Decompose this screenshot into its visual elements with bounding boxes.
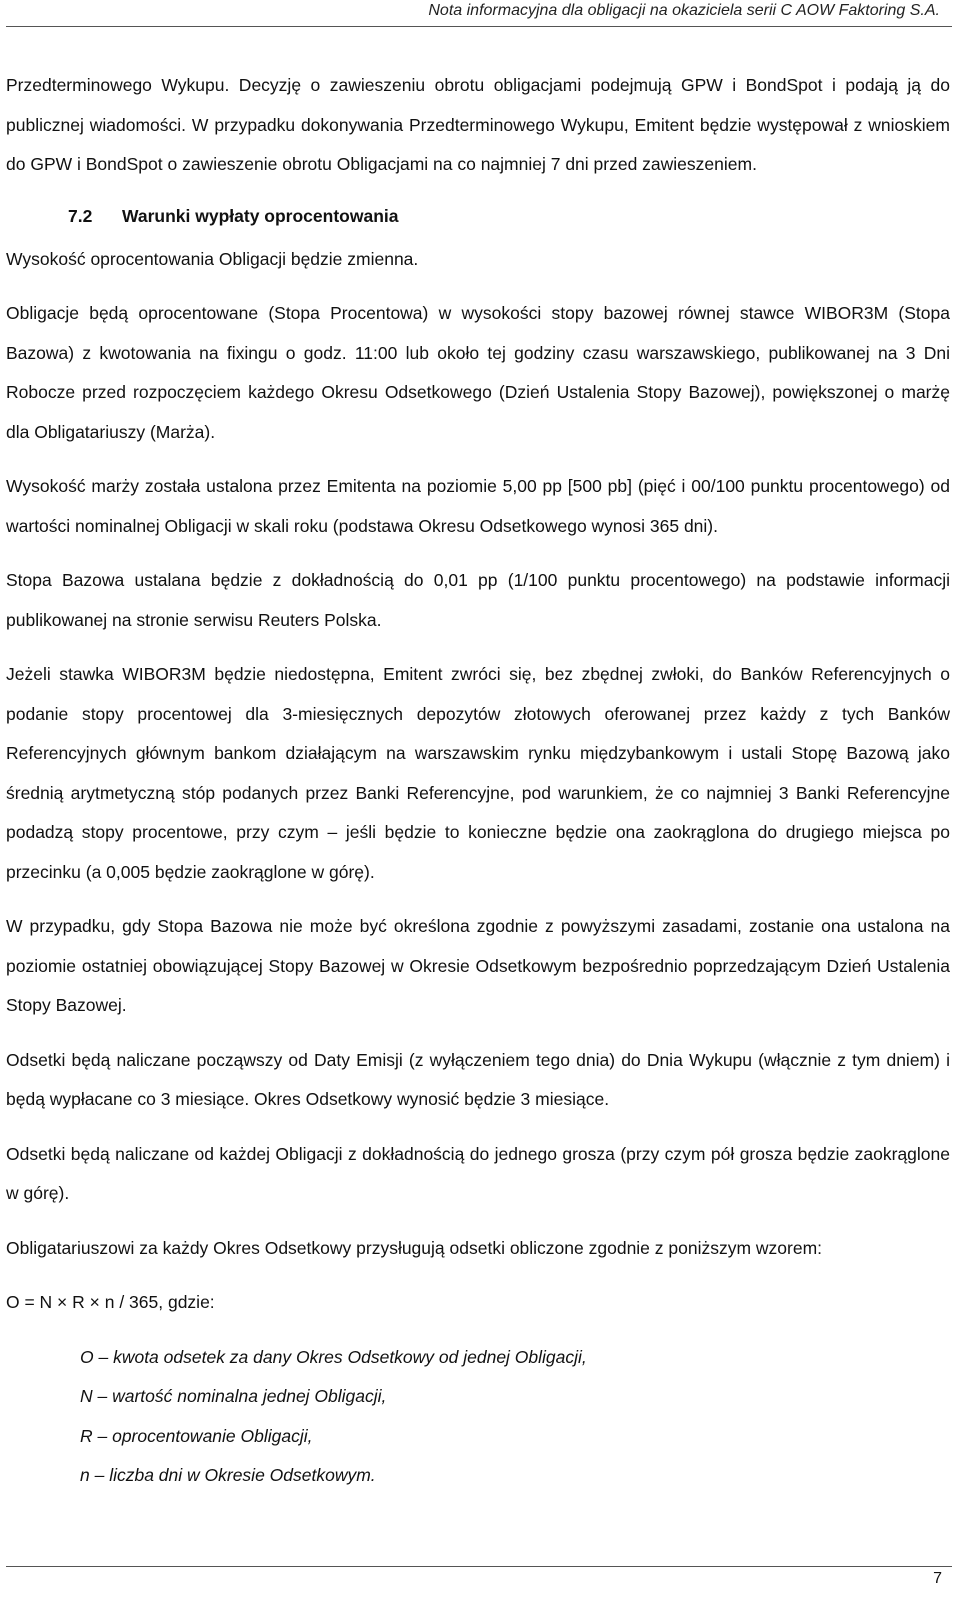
formula-definitions (80, 1338, 950, 1496)
formula: O = N × R × n / 365, gdzie: (6, 1292, 215, 1312)
running-header: Nota informacyjna dla obligacji na okaziciela serii C AOW Faktoring S.A. (428, 2, 940, 19)
paragraph-rate-definition: Obligacje będą oprocentowane (Stopa Procentowa) w wysokości stopy bazowej równej stawce WIBOR3M (Stopa Bazowa) z kwotowania na fixingu o godz. 11:00 lub około tej godziny czasu warszawskiego, publikowanej na 3 Dni Robocze przed rozpoczęciem każdego Okresu Odsetkowego (Dzień Ustalenia Stopy Bazowej), powiększonej o marżę dla Obligatariuszy (Marża). (6, 303, 950, 442)
paragraph-margin: Wysokość marży została ustalona przez Emitenta na poziomie 5,00 pp [500 pb] (pięć i 00/100 punktu procentowego) od wartości nominalnej Obligacji w skali roku (podstawa Okresu Odsetkowego wynosi 365 dni). (6, 476, 950, 536)
paragraph-rounding: Odsetki będą naliczane od każdej Obligacji z dokładnością do jednego grosza (przy czym pół grosza będzie zaokrąglone w górę). (6, 1143, 950, 1203)
definition-r: R – oprocentowanie Obligacji, (80, 1425, 313, 1446)
definition-n-days: n – liczba dni w Okresie Odsetkowym. (80, 1465, 376, 1485)
paragraph-rate-variable: Wysokość oprocentowania Obligacji będzie zmienna. (6, 248, 419, 269)
section-title: Warunki wypłaty oprocentowania (122, 205, 399, 226)
document-body (6, 66, 950, 1496)
paragraph-wibor-unavailable: Jeżeli stawka WIBOR3M będzie niedostępna, Emitent zwróci się, bez zbędnej zwłoki, do Banków Referencyjnych o podanie stopy procentowej dla 3-miesięcznych depozytów złotowych oferowanej przez każdy z tych Banków Referencyjnych głównym bankom działającym na warszawskim rynku międzybankowym i ustali Stopę Bazową jako średnią arytmetyczną stóp podanych przez Banki Referencyjne, pod warunkiem, że co najmniej 3 Banki Referencyjne podadzą stopy procentowe, przy czym – jeśli będzie to konieczne będzie ona zaokrąglona do drugiego miejsca po przecinku (a 0,005 będzie zaokrąglone w górę). (6, 664, 950, 882)
footer-divider (6, 1566, 952, 1567)
section-heading (68, 200, 950, 232)
definition-o: O – kwota odsetek za dany Okres Odsetkowy od jednej Obligacji, (80, 1346, 587, 1367)
paragraph-base-rate-precision: Stopa Bazowa ustalana będzie z dokładnością do 0,01 pp (1/100 punktu procentowego) na podstawie informacji publikowanej na stronie serwisu Reuters Polska. (6, 570, 950, 630)
paragraph-fallback-rate: W przypadku, gdy Stopa Bazowa nie może być określona zgodnie z powyższymi zasadami, zostanie ona ustalona na poziomie ostatniej obowiązującej Stopy Bazowej w Okresie Odsetkowym bezpośrednio poprzedzającym Dzień Ustalenia Stopy Bazowej. (6, 916, 950, 1015)
definition-n: N – wartość nominalna jednej Obligacji, (80, 1386, 387, 1406)
section-number: 7.2 (68, 205, 93, 226)
paragraph-formula-intro: Obligatariuszowi za każdy Okres Odsetkowy przysługują odsetki obliczone zgodnie z poniższym wzorem: (6, 1237, 823, 1258)
paragraph-continuation: Przedterminowego Wykupu. Decyzję o zawieszeniu obrotu obligacjami podejmują GPW i BondSpot i podają ją do publicznej wiadomości. W przypadku dokonywania Przedterminowego Wykupu, Emitent będzie występował z wnioskiem do GPW i BondSpot o zawieszenie obrotu Obligacjami na co najmniej 7 dni przed zawieszeniem. (6, 75, 950, 174)
page-number: 7 (933, 1570, 942, 1587)
header-divider (6, 26, 952, 27)
paragraph-interest-accrual: Odsetki będą naliczane począwszy od Daty Emisji (z wyłączeniem tego dnia) do Dnia Wykupu (włącznie z tym dniem) i będą wypłacane co 3 miesiące. Okres Odsetkowy wynosić będzie 3 miesiące. (6, 1049, 950, 1109)
